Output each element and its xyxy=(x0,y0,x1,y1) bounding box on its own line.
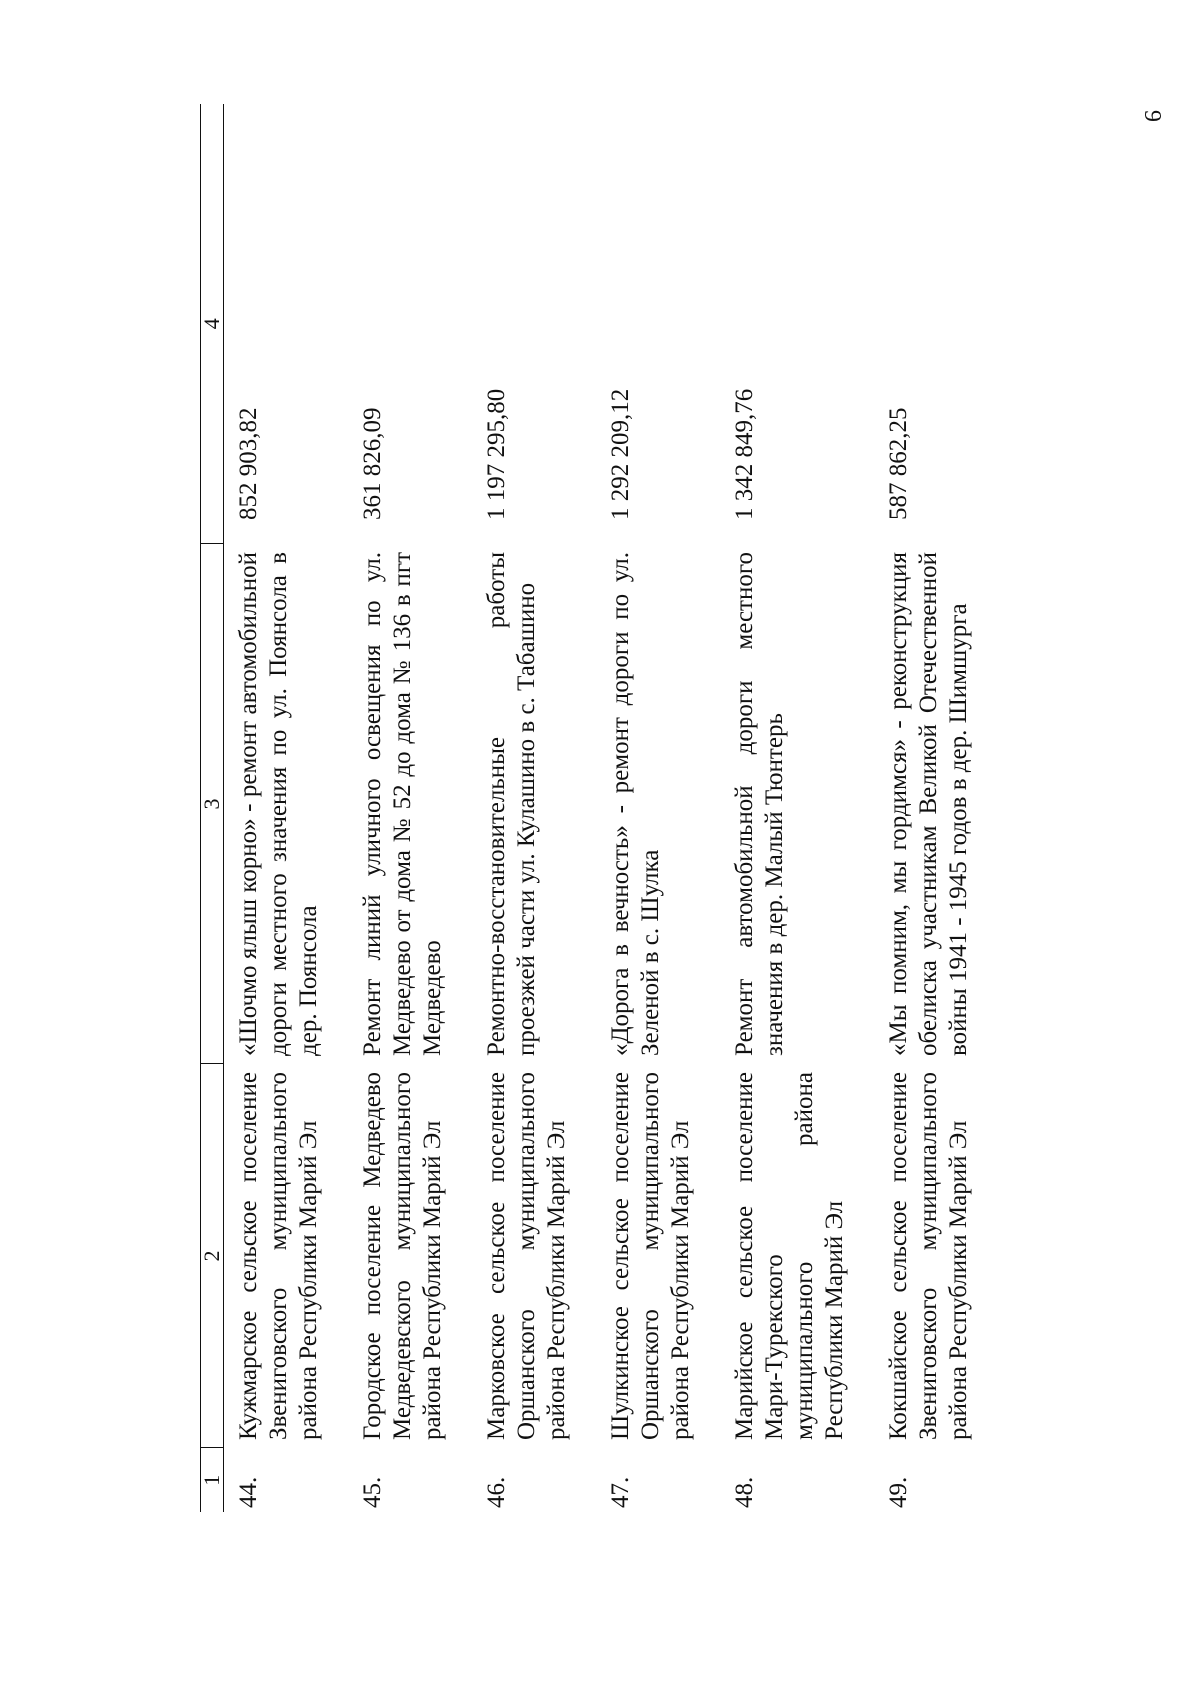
column-header-3: 3 xyxy=(201,544,224,1064)
row-number: 45. xyxy=(359,1476,386,1508)
table-row xyxy=(874,104,998,1512)
table-row xyxy=(472,104,596,1512)
project-cell: «Дорога в вечность» - ремонт дороги по ул. Зеленой в с. Шулка xyxy=(607,552,664,1056)
column-header-1: 1 xyxy=(201,1448,224,1512)
table-row xyxy=(224,104,349,1512)
table-row xyxy=(348,104,472,1512)
row-number: 44. xyxy=(235,1476,262,1508)
amount-cell: 1 342 849,76 xyxy=(731,388,758,520)
project-cell: «Шочмо ялыш корно» - ремонт автомобильной дороги местного значения по ул. Поянсола в дер. Поянсола xyxy=(235,552,322,1056)
row-number: 47. xyxy=(607,1476,634,1508)
row-number: 48. xyxy=(731,1476,758,1508)
project-cell: Ремонт линий уличного освещения по ул. Медведево от дома № 52 до дома № 136 в пгт Медведево xyxy=(359,552,446,1056)
municipality-cell: Марийское сельское поселение Мари-Турекского муниципального района Республики Марий Эл xyxy=(731,1072,848,1440)
rotated-table-frame xyxy=(200,104,1192,1512)
amount-cell: 1 292 209,12 xyxy=(607,388,634,520)
amount-cell: 361 826,09 xyxy=(359,407,386,520)
municipality-cell: Кокшайское сельское поселение Звениговского муниципального района Республики Марий Эл xyxy=(885,1072,972,1440)
project-cell: Ремонт автомобильной дороги местного значения в дер. Малый Тюнтерь xyxy=(731,552,788,1056)
column-header-4: 4 xyxy=(201,104,224,544)
amount-cell: 1 197 295,80 xyxy=(483,388,510,520)
municipality-cell: Кужмарское сельское поселение Звениговского муниципального района Республики Марий Эл xyxy=(235,1072,322,1440)
amount-cell: 852 903,82 xyxy=(235,407,262,520)
row-number: 46. xyxy=(483,1476,510,1508)
column-header-2: 2 xyxy=(201,1064,224,1448)
table-header-row xyxy=(201,104,224,1512)
row-number: 49. xyxy=(885,1476,912,1508)
project-cell: «Мы помним, мы гордимся» - реконструкция обелиска участникам Великой Отечественной войны 1941 - 1945 годов в дер. Шимшурга xyxy=(885,552,972,1056)
municipality-cell: Шулкинское сельское поселение Оршанского муниципального района Республики Марий Эл xyxy=(607,1072,694,1440)
amount-cell: 587 862,25 xyxy=(885,407,912,520)
table-row xyxy=(720,104,874,1512)
municipality-cell: Марковское сельское поселение Оршанского муниципального района Республики Марий Эл xyxy=(483,1072,570,1440)
grants-table xyxy=(200,104,998,1512)
table-row xyxy=(596,104,720,1512)
page-number: 9 xyxy=(1139,110,1165,122)
municipality-cell: Городское поселение Медведево Медведевского муниципального района Республики Марий Эл xyxy=(359,1072,446,1440)
project-cell: Ремонтно-восстановительные работы проезжей части ул. Кулашино в с. Табашино xyxy=(483,552,540,1056)
